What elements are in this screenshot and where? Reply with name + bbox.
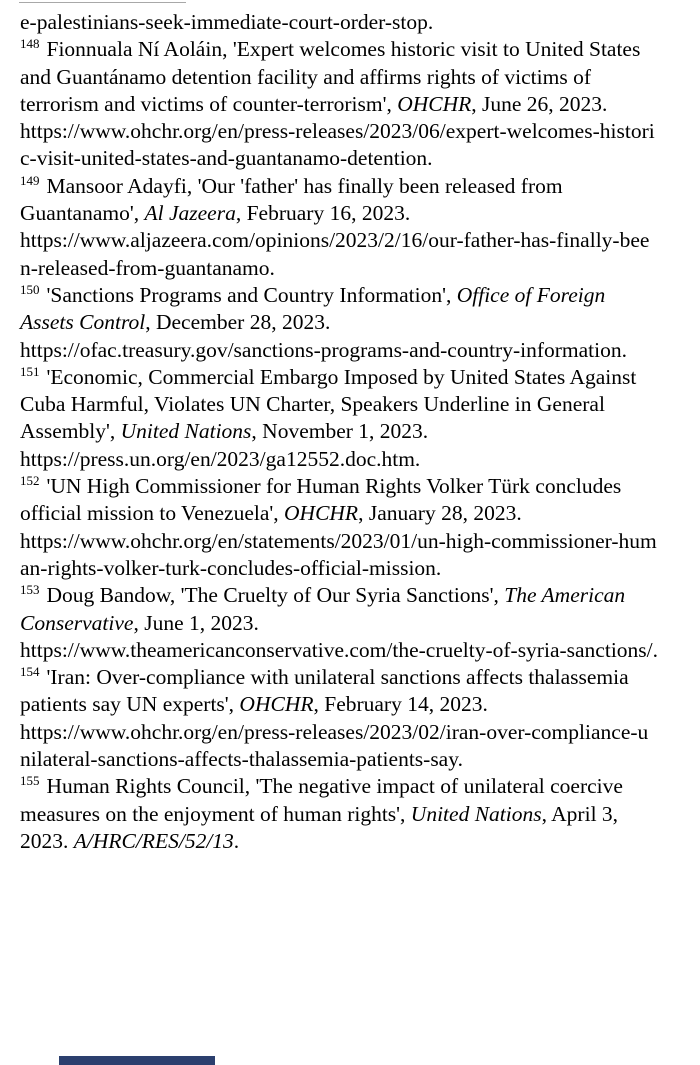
footnote-155 — [20, 773, 682, 855]
footnote-line: terrorism and victims of counter-terrorism', OHCHR, June 26, 2023. — [20, 91, 608, 116]
continuation-line: e-palestinians-seek-immediate-court-order-stop. — [20, 10, 434, 34]
footnotes-list — [20, 36, 682, 855]
footnote-separator — [19, 2, 186, 3]
footnote-line: Guantanamo', Al Jazeera, February 16, 2023. — [20, 201, 411, 226]
footnote-line: https://www.ohchr.org/en/press-releases/2023/06/expert-welcomes-histori — [20, 119, 655, 144]
footnote-line: $^{155}$ Human Rights Council, 'The negative impact of unilateral coercive — [20, 773, 623, 799]
footnote-line: official mission to Venezuela', OHCHR, January 28, 2023. — [20, 501, 522, 526]
footnotes-section — [20, 9, 682, 855]
bottom-bar-fragment — [59, 1056, 215, 1065]
footnote-line: $^{152}$ 'UN High Commissioner for Human Rights Volker Türk concludes — [20, 472, 622, 499]
footnote-151 — [20, 364, 682, 473]
footnote-number: 153 — [20, 582, 40, 598]
footnote-line: https://www.theamericanconservative.com/the-cruelty-of-syria-sanctions/. — [20, 637, 659, 662]
footnote-line: n-released-from-guantanamo. — [20, 255, 275, 280]
footnote-line: $^{151}$ 'Economic, Commercial Embargo Imposed by United States Against — [20, 363, 637, 389]
footnote-number: 148 — [20, 36, 40, 52]
footnote-148 — [20, 36, 682, 172]
footnote-line: $^{153}$ Doug Bandow, 'The Cruelty of Our Syria Sanctions', The American — [20, 582, 626, 608]
footnote-line: Cuba Harmful, Violates UN Charter, Speakers Underline in General — [20, 392, 605, 417]
footnote-number: 155 — [20, 773, 40, 789]
footnote-line: $^{154}$ 'Iran: Over-compliance with unilateral sanctions affects thalassemia — [20, 663, 629, 690]
footnote-153 — [20, 582, 682, 664]
footnote-line: 2023. A/HRC/RES/52/13. — [20, 828, 240, 853]
footnote-150 — [20, 282, 682, 364]
footnote-154 — [20, 664, 682, 773]
footnote-line: https://www.aljazeera.com/opinions/2023/2/16/our-father-has-finally-bee — [20, 228, 650, 253]
footnote-line: nilateral-sanctions-affects-thalassemia-patients-say. — [20, 747, 463, 772]
footnote-line: and Guantánamo detention facility and affirms rights of victims of — [20, 64, 591, 89]
footnote-line: c-visit-united-states-and-guantanamo-detention. — [20, 146, 433, 171]
footnote-line: Assembly', United Nations, November 1, 2023. — [20, 419, 429, 444]
footnote-line: https://www.ohchr.org/en/press-releases/2023/02/iran-over-compliance-u — [20, 719, 649, 744]
footnote-line: https://www.ohchr.org/en/statements/2023/01/un-high-commissioner-hum — [20, 528, 657, 553]
footnote-152 — [20, 473, 682, 582]
footnote-number: 151 — [20, 363, 40, 379]
footnote-line: https://press.un.org/en/2023/ga12552.doc.htm. — [20, 446, 421, 471]
footnote-line: $^{148}$ Fionnuala Ní Aoláin, 'Expert welcomes historic visit to United States — [20, 36, 641, 62]
footnote-line: patients say UN experts', OHCHR, February 14, 2023. — [20, 692, 488, 717]
footnote-number: 149 — [20, 172, 40, 188]
footnote-line: Conservative, June 1, 2023. — [20, 610, 259, 635]
footnote-line: Assets Control, December 28, 2023. — [20, 310, 331, 335]
footnote-number: 152 — [20, 472, 40, 488]
footnote-number: 150 — [20, 281, 40, 297]
footnote-line: an-rights-volker-turk-concludes-official-mission. — [20, 555, 442, 580]
footnote-line: $^{149}$ Mansoor Adayfi, 'Our 'father' has finally been released from — [20, 172, 563, 198]
footnote-line: measures on the enjoyment of human rights', United Nations, April 3, — [20, 801, 619, 826]
footnote-line: https://ofac.treasury.gov/sanctions-programs-and-country-information. — [20, 337, 628, 362]
footnote-149 — [20, 173, 682, 282]
footnote-number: 154 — [20, 663, 40, 679]
footnote-line: $^{150}$ 'Sanctions Programs and Country Information', Office of Foreign — [20, 281, 606, 307]
